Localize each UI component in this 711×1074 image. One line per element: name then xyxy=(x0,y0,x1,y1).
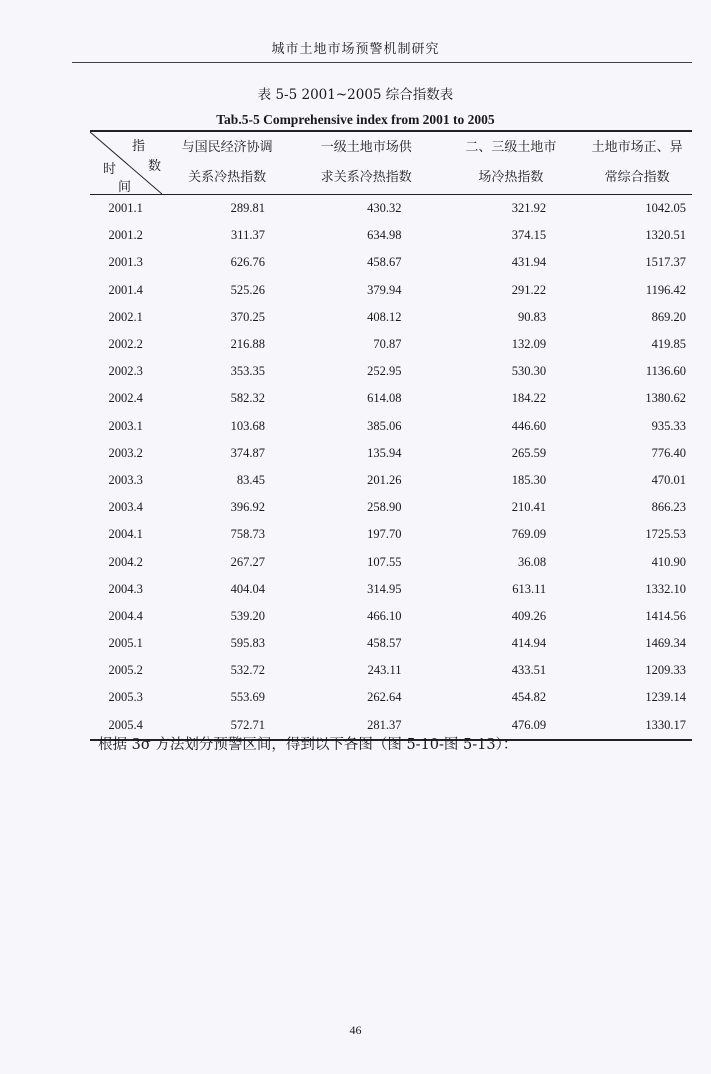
value-cell: 252.95 xyxy=(367,364,402,379)
value-cell: 36.08 xyxy=(518,554,547,569)
value-cell: 311.37 xyxy=(231,228,265,243)
value-cell: 454.82 xyxy=(511,690,547,705)
time-cell: 2005.1 xyxy=(108,636,143,651)
page-number: 46 xyxy=(349,1023,362,1037)
time-cell: 2001.3 xyxy=(108,255,143,270)
value-cell: 1136.60 xyxy=(645,364,686,379)
value-cell: 396.92 xyxy=(230,500,265,515)
value-cell: 869.20 xyxy=(651,309,686,324)
table-row xyxy=(90,195,692,223)
value-cell: 258.90 xyxy=(367,500,402,515)
value-cell: 291.22 xyxy=(511,282,547,297)
time-cell: 2004.2 xyxy=(108,554,143,569)
time-cell: 2004.1 xyxy=(108,527,143,542)
time-cell: 2005.3 xyxy=(108,690,143,705)
column-header-line: 土地市场正、异 xyxy=(591,140,683,155)
value-cell: 210.41 xyxy=(511,500,547,515)
value-cell: 1330.17 xyxy=(645,717,686,732)
value-cell: 1209.33 xyxy=(645,663,686,678)
value-cell: 107.55 xyxy=(367,554,402,569)
column-header-line: 常综合指数 xyxy=(604,170,670,185)
column-header xyxy=(440,131,583,195)
table-row xyxy=(90,494,692,521)
value-cell: 539.20 xyxy=(230,608,265,623)
value-cell: 430.32 xyxy=(367,201,402,216)
value-cell: 267.27 xyxy=(230,554,265,569)
table-row xyxy=(90,548,692,575)
time-cell: 2004.3 xyxy=(108,581,143,596)
value-cell: 572.71 xyxy=(230,717,265,732)
table-header-row xyxy=(90,131,692,195)
diag-label-index-1: 指 xyxy=(132,139,146,154)
value-cell: 1332.10 xyxy=(645,581,686,596)
value-cell: 197.70 xyxy=(367,527,402,542)
time-cell: 2003.2 xyxy=(108,445,143,460)
value-cell: 410.90 xyxy=(651,554,686,569)
time-cell: 2005.4 xyxy=(108,717,143,732)
time-cell: 2003.1 xyxy=(108,418,143,433)
value-cell: 532.72 xyxy=(230,663,265,678)
table-row xyxy=(90,657,692,684)
value-cell: 243.11 xyxy=(367,663,402,678)
value-cell: 758.73 xyxy=(230,527,265,542)
value-cell: 408.12 xyxy=(367,309,402,324)
value-cell: 103.68 xyxy=(230,418,265,433)
column-header xyxy=(293,131,440,195)
value-cell: 769.09 xyxy=(511,527,547,542)
time-cell: 2002.2 xyxy=(108,337,143,352)
table-row xyxy=(90,467,692,494)
value-cell: 404.04 xyxy=(230,581,265,596)
value-cell: 419.85 xyxy=(651,337,686,352)
column-header-line: 关系冷热指数 xyxy=(188,170,267,185)
time-cell: 2002.4 xyxy=(108,391,143,406)
table-caption-en: Tab.5-5 Comprehensive index from 2001 to 2005 xyxy=(216,112,495,127)
column-header-line: 求关系冷热指数 xyxy=(320,170,412,185)
column-header-line: 与国民经济协调 xyxy=(181,140,273,155)
table-row xyxy=(90,576,692,603)
table-caption-cn: 表 5-5 2001~2005 综合指数表 xyxy=(257,87,454,103)
value-cell: 582.32 xyxy=(230,391,265,406)
value-cell: 216.88 xyxy=(230,337,265,352)
value-cell: 185.30 xyxy=(511,472,547,487)
value-cell: 289.81 xyxy=(230,201,265,216)
value-cell: 595.83 xyxy=(230,636,265,651)
value-cell: 1196.42 xyxy=(645,282,686,297)
column-header-line: 二、三级土地市 xyxy=(465,140,557,155)
body-paragraph: 根据 3σ 方法划分预警区间，得到以下各图（图 5-10-图 5-13）： xyxy=(98,737,518,753)
diag-label-index-2: 数 xyxy=(148,159,162,174)
time-cell: 2002.1 xyxy=(108,309,143,324)
value-cell: 370.25 xyxy=(230,309,265,324)
value-cell: 1414.56 xyxy=(645,608,686,623)
table-row xyxy=(90,630,692,657)
comprehensive-index-table xyxy=(90,130,692,741)
value-cell: 409.26 xyxy=(511,608,547,623)
column-header-line: 场冷热指数 xyxy=(478,170,544,185)
value-cell: 201.26 xyxy=(367,472,402,487)
value-cell: 613.11 xyxy=(512,581,547,596)
diag-label-time-1: 时 xyxy=(103,162,117,177)
time-cell: 2001.4 xyxy=(108,282,143,297)
value-cell: 353.35 xyxy=(230,364,265,379)
value-cell: 262.64 xyxy=(367,690,402,705)
value-cell: 379.94 xyxy=(367,282,402,297)
table-row xyxy=(90,358,692,385)
column-header xyxy=(161,131,293,195)
time-cell: 2002.3 xyxy=(108,364,143,379)
time-cell: 2003.4 xyxy=(108,500,143,515)
table-row xyxy=(90,222,692,249)
value-cell: 466.10 xyxy=(367,608,402,623)
value-cell: 433.51 xyxy=(511,663,547,678)
time-cell: 2004.4 xyxy=(108,608,143,623)
value-cell: 553.69 xyxy=(230,690,265,705)
value-cell: 1517.37 xyxy=(645,255,686,270)
value-cell: 866.23 xyxy=(651,500,686,515)
table-row xyxy=(90,684,692,711)
column-header-line: 一级土地市场供 xyxy=(320,140,412,155)
table-row xyxy=(90,304,692,331)
table-row xyxy=(90,277,692,304)
value-cell: 184.22 xyxy=(511,391,547,406)
value-cell: 470.01 xyxy=(651,472,686,487)
running-header: 城市土地市场预警机制研究 xyxy=(271,42,440,57)
value-cell: 1042.05 xyxy=(645,201,686,216)
value-cell: 281.37 xyxy=(367,717,402,732)
value-cell: 321.92 xyxy=(511,201,547,216)
table-row xyxy=(90,521,692,548)
time-cell: 2001.1 xyxy=(108,201,143,216)
value-cell: 385.06 xyxy=(367,418,402,433)
value-cell: 374.87 xyxy=(230,445,265,460)
column-header xyxy=(582,131,692,195)
table-row xyxy=(90,440,692,467)
value-cell: 1469.34 xyxy=(645,636,686,651)
table-row xyxy=(90,331,692,358)
diag-label-time-2: 间 xyxy=(118,180,132,195)
value-cell: 132.09 xyxy=(511,337,547,352)
value-cell: 135.94 xyxy=(367,445,402,460)
value-cell: 265.59 xyxy=(511,445,547,460)
value-cell: 634.98 xyxy=(367,228,402,243)
value-cell: 614.08 xyxy=(367,391,402,406)
value-cell: 525.26 xyxy=(230,282,265,297)
value-cell: 90.83 xyxy=(518,309,547,324)
value-cell: 314.95 xyxy=(367,581,402,596)
value-cell: 70.87 xyxy=(373,337,402,352)
value-cell: 458.67 xyxy=(367,255,402,270)
header-divider xyxy=(72,62,692,63)
value-cell: 776.40 xyxy=(651,445,686,460)
value-cell: 1239.14 xyxy=(645,690,686,705)
table-row xyxy=(90,413,692,440)
value-cell: 431.94 xyxy=(511,255,547,270)
time-cell: 2001.2 xyxy=(108,228,143,243)
value-cell: 1725.53 xyxy=(645,527,686,542)
value-cell: 935.33 xyxy=(651,418,686,433)
diagonal-header-cell xyxy=(90,131,161,195)
value-cell: 530.30 xyxy=(511,364,547,379)
table-row xyxy=(90,603,692,630)
comprehensive-index-table-wrap xyxy=(90,130,692,741)
value-cell: 446.60 xyxy=(511,418,547,433)
table-body xyxy=(90,195,692,740)
value-cell: 374.15 xyxy=(511,228,547,243)
value-cell: 1380.62 xyxy=(645,391,686,406)
table-row xyxy=(90,249,692,276)
time-cell: 2005.2 xyxy=(108,663,143,678)
time-cell: 2003.3 xyxy=(108,472,143,487)
value-cell: 83.45 xyxy=(236,472,265,487)
value-cell: 458.57 xyxy=(367,636,402,651)
value-cell: 414.94 xyxy=(511,636,547,651)
table-row xyxy=(90,385,692,412)
value-cell: 1320.51 xyxy=(645,228,686,243)
value-cell: 476.09 xyxy=(511,717,547,732)
value-cell: 626.76 xyxy=(230,255,265,270)
